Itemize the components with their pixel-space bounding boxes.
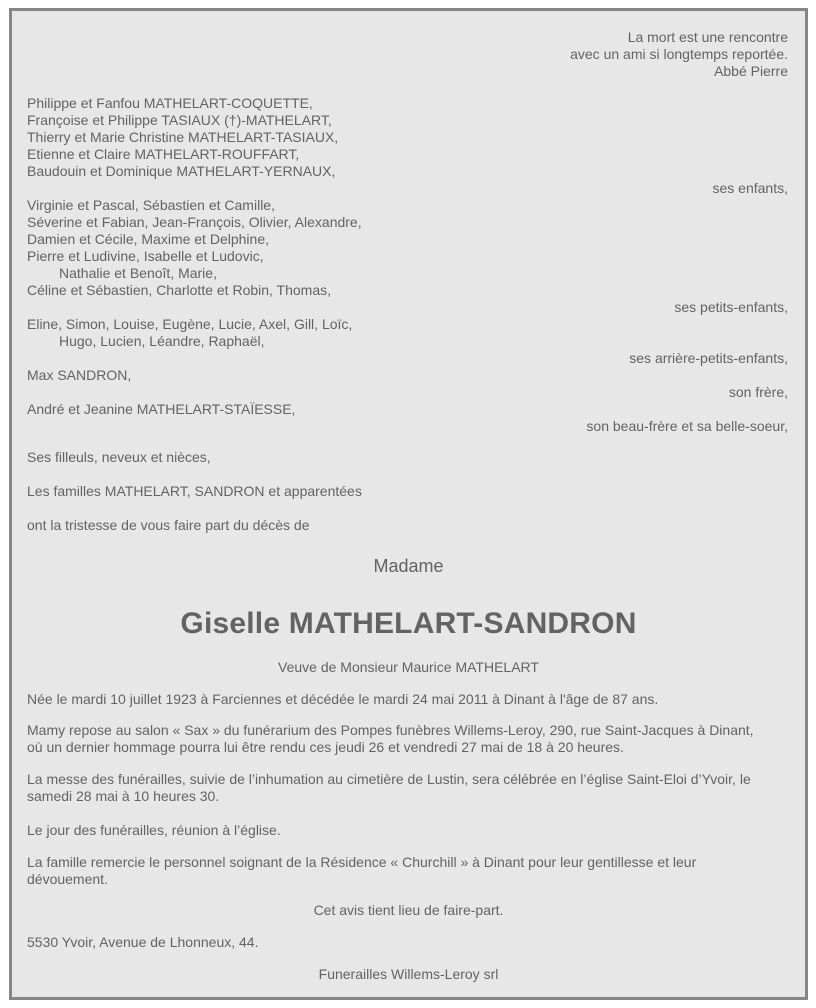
great-grandchild-line: Eline, Simon, Louise, Eugène, Lucie, Axel, Gill, Loïc, [27, 316, 353, 332]
godchildren-line: Ses filleuls, neveux et nièces, [27, 449, 211, 465]
grandchild-line: Céline et Sébastien, Charlotte et Robin, Thomas, [27, 282, 332, 298]
in-laws-name: André et Jeanine MATHELART-STAÏESSE, [27, 401, 296, 417]
funeral-home-line: Funerailles Willems-Leroy srl [318, 966, 499, 982]
visitation-line: où un dernier hommage pourra lui être rendu ces jeudi 26 et vendredi 27 mai de 18 à 20 heures. [27, 739, 624, 755]
death-notice-card [9, 8, 808, 1000]
mass-line: La messe des funérailles, suivie de l’inhumation au cimetière de Lustin, sera célébrée en l’église Saint-Eloi d’Yvoir, le [27, 771, 751, 787]
address-line: 5530 Yvoir, Avenue de Lhonneux, 44. [27, 934, 259, 950]
grandchild-line: Damien et Cécile, Maxime et Delphine, [27, 231, 269, 247]
great-grandchildren-label: ses arrière-petits-enfants, [629, 350, 788, 366]
notice-line: Cet avis tient lieu de faire-part. [313, 902, 504, 918]
grandchild-line: Virginie et Pascal, Sébastien et Camille, [27, 197, 275, 213]
great-grandchild-line: Hugo, Lucien, Léandre, Raphaël, [59, 333, 265, 349]
child-line: Françoise et Philippe TASIAUX (†)-MATHELART, [27, 112, 332, 128]
grandchild-line: Séverine et Fabian, Jean-François, Olivier, Alexandre, [27, 214, 362, 230]
child-line: Etienne et Claire MATHELART-ROUFFART, [27, 146, 300, 162]
child-line: Thierry et Marie Christine MATHELART-TASIAUX, [27, 129, 339, 145]
deceased-title: Madame [373, 556, 444, 576]
children-label: ses enfants, [712, 180, 788, 196]
grandchildren-label: ses petits-enfants, [674, 299, 788, 315]
child-line: Baudouin et Dominique MATHELART-YERNAUX, [27, 163, 336, 179]
deceased-name: Giselle MATHELART-SANDRON [180, 607, 637, 640]
thanks-line: dévouement. [27, 871, 108, 887]
born-died-line: Née le mardi 10 juillet 1923 à Farciennes et décédée le mardi 24 mai 2011 à Dinant à l'âge de 87 ans. [27, 691, 659, 707]
visitation-line: Mamy repose au salon « Sax » du funérarium des Pompes funèbres Willems-Leroy, 290, rue Saint-Jacques à Dinant, [27, 722, 754, 738]
quote-line-2: avec un ami si longtemps reportée. [570, 46, 788, 62]
brother-name: Max SANDRON, [27, 367, 132, 383]
quote-author: Abbé Pierre [714, 63, 788, 79]
grandchild-line: Pierre et Ludivine, Isabelle et Ludovic, [27, 248, 264, 264]
child-line: Philippe et Fanfou MATHELART-COQUETTE, [27, 95, 313, 111]
brother-label: son frère, [728, 384, 788, 400]
thanks-line: La famille remercie le personnel soignant de la Résidence « Churchill » à Dinant pour leur gentillesse et leur [27, 854, 697, 870]
mass-line: samedi 28 mai à 10 heures 30. [27, 788, 220, 804]
families-line: Les familles MATHELART, SANDRON et apparentées [27, 483, 362, 499]
in-laws-label: son beau-frère et sa belle-soeur, [586, 418, 788, 434]
announcement-line: ont la tristesse de vous faire part du décès de [27, 517, 310, 533]
grandchild-line: Nathalie et Benoît, Marie, [59, 265, 217, 281]
reception-line: Le jour des funérailles, réunion à l’église. [27, 822, 281, 838]
widow-of-line: Veuve de Monsieur Maurice MATHELART [278, 659, 539, 675]
quote-line-1: La mort est une rencontre [627, 29, 788, 45]
